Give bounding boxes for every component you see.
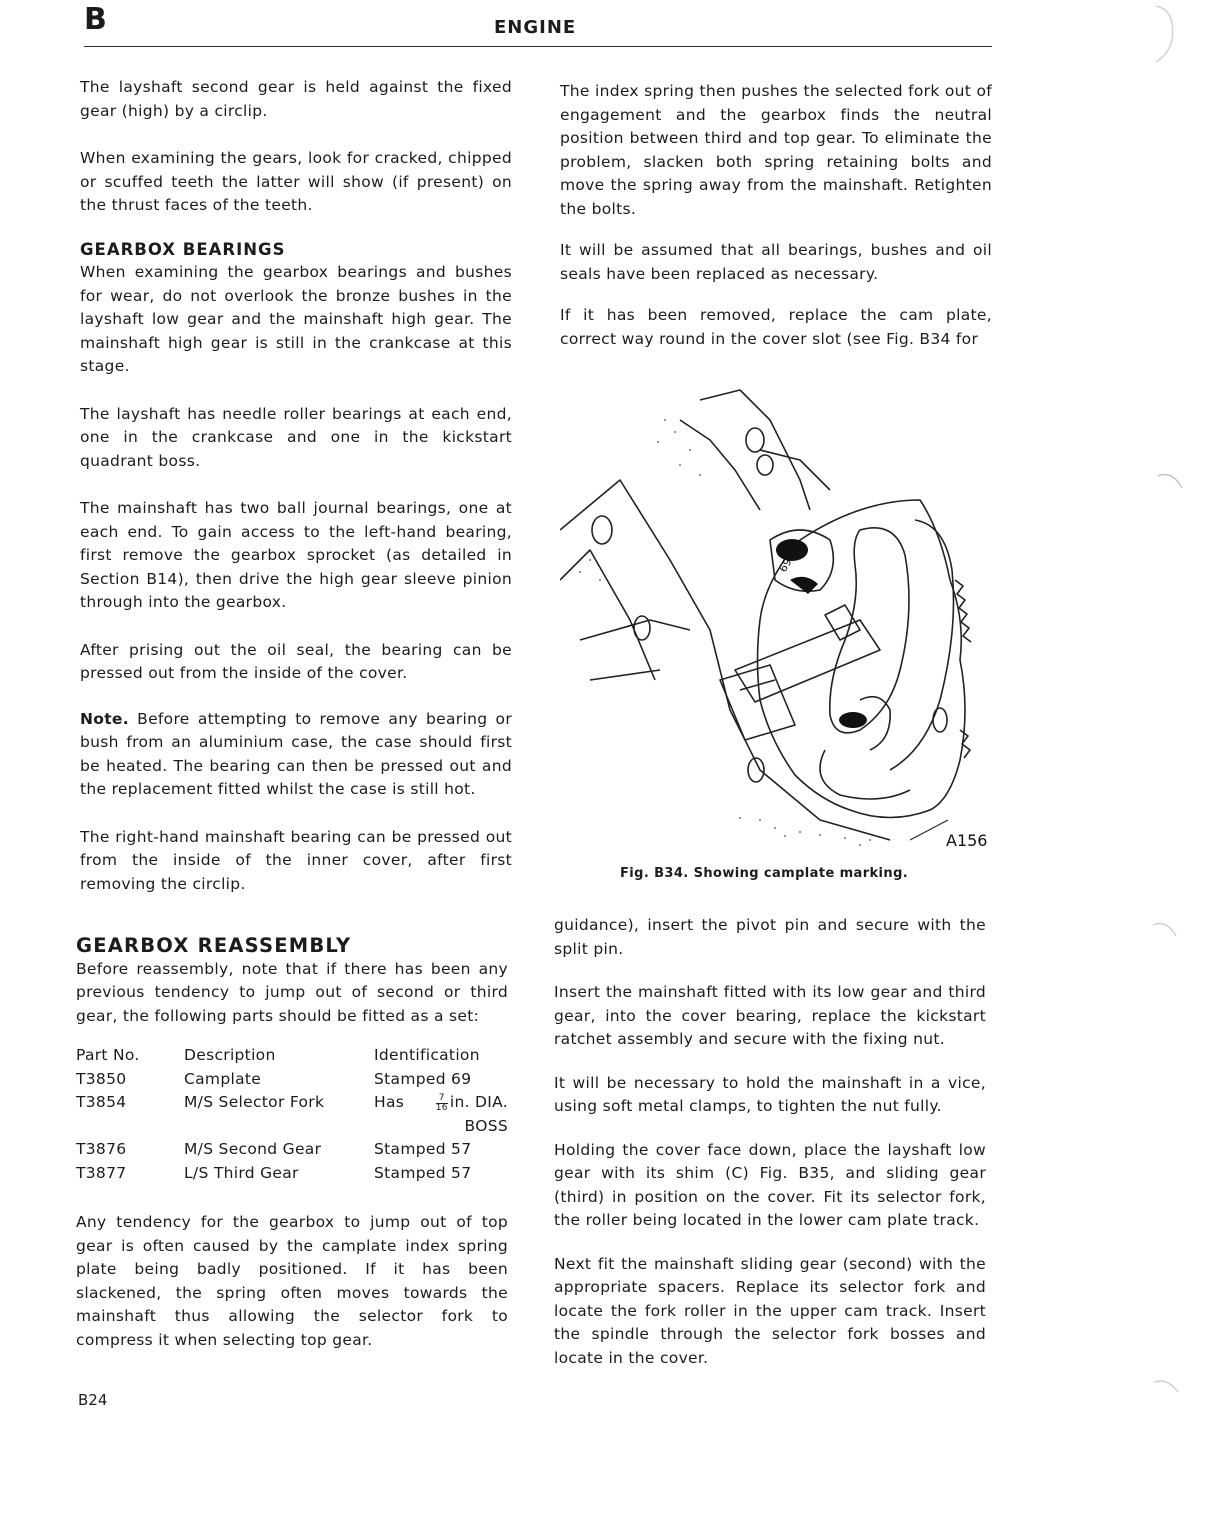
table-row	[76, 1068, 508, 1092]
fraction-denominator: 16	[435, 1103, 448, 1113]
page-title: ENGINE	[494, 17, 577, 38]
paragraph: Holding the cover face down, place the layshaft low gear with its shim (C) Fig. B35, and sliding gear (third) in position on the cover. Fit its selector fork, the roller being located in the lower cam plate track.	[554, 1140, 986, 1229]
figure-caption: Fig. B34. Showing camplate marking.	[620, 866, 909, 881]
binder-hole-edge	[1156, 6, 1173, 62]
fraction-numerator: 7	[436, 1094, 448, 1104]
binder-holes	[1154, 0, 1214, 1514]
table-row	[76, 1138, 508, 1162]
part-description: L/S Third Gear	[184, 1163, 299, 1182]
binder-hole-edge	[1158, 475, 1182, 489]
section-heading-reassembly: GEARBOX REASSEMBLY	[76, 934, 352, 957]
part-identification-boss	[374, 1091, 508, 1138]
binder-hole-edge	[1154, 923, 1176, 936]
table-header-row	[76, 1044, 508, 1068]
note-paragraph	[80, 708, 512, 802]
table-header-cell: Description	[184, 1046, 276, 1064]
table-header-cell: Identification	[374, 1046, 480, 1064]
boss-prefix: Has	[374, 1093, 405, 1111]
paragraph: The layshaft has needle roller bearings at each end, one in the crankcase and one in the kickstart quadrant boss.	[80, 404, 512, 470]
paragraph: When examining the gearbox bearings and bushes for wear, do not overlook the bronze bushes in the layshaft low gear and the mainshaft high gear. The mainshaft high gear is still in the crankcase at this stage.	[80, 263, 512, 375]
part-identification: Stamped 57	[374, 1163, 472, 1182]
section-letter: B	[84, 2, 107, 37]
paragraph: It will be necessary to hold the mainshaft in a vice, using soft metal clamps, to tighten the nut fully.	[554, 1073, 986, 1115]
section-heading-bearings: GEARBOX BEARINGS	[80, 239, 286, 259]
part-description: M/S Second Gear	[184, 1140, 322, 1158]
paragraph: Insert the mainshaft fitted with its low gear and third gear, into the cover bearing, replace the kickstart ratchet assembly and secure with the fixing nut.	[554, 983, 986, 1048]
paragraph: Any tendency for the gearbox to jump out of top gear is often caused by the camplate index spring plate being badly positioned. If it has been slackened, the spring often moves towards the mainshaft thus allowing the selector fork to compress it when selecting top gear.	[76, 1213, 508, 1349]
paragraph: guidance), insert the pivot pin and secure with the split pin.	[554, 916, 986, 958]
left-column-reassembly	[76, 934, 508, 1352]
paragraph: It will be assumed that all bearings, bushes and oil seals have been replaced as necessary.	[560, 241, 992, 283]
fraction-seven-sixteenths	[436, 1094, 448, 1113]
boss-line2: BOSS	[464, 1116, 508, 1135]
header-rule	[84, 46, 992, 47]
paragraph: Before reassembly, note that if there has been any previous tendency to jump out of second or third gear, the following parts should be fitted as a set:	[76, 959, 508, 1025]
parts-table	[76, 1044, 508, 1185]
part-description: M/S Selector Fork	[184, 1093, 325, 1111]
part-description: Camplate	[184, 1069, 262, 1088]
paragraph: The index spring then pushes the selected fork out of engagement and the gearbox finds the neutral position between third and top gear. To eliminate the problem, slacken both spring retaining bolts and move the spring away from the mainshaft. Retighten the bolts.	[560, 82, 992, 218]
part-number: T3877	[76, 1163, 127, 1182]
part-number: T3854	[76, 1093, 127, 1111]
table-row	[76, 1162, 508, 1186]
paragraph: The mainshaft has two ball journal bearings, one at each end. To gain access to the left-hand bearing, first remove the gearbox sprocket (as detailed in Section B14), then drive the high gear sleeve pinion through into the gearbox.	[80, 499, 512, 611]
right-column-top	[560, 80, 992, 351]
figure-b34	[560, 380, 992, 856]
paragraph: Next fit the mainshaft sliding gear (second) with the appropriate spacers. Replace its selector fork and locate the fork roller in the upper cam track. Insert the spindle through the selector fork bosses and locate in the cover.	[554, 1254, 986, 1367]
right-column-bottom	[554, 914, 986, 1370]
paragraph: After prising out the oil seal, the bearing can be pressed out from the inside of the cover.	[80, 640, 512, 682]
paragraph: The layshaft second gear is held against the fixed gear (high) by a circlip.	[80, 78, 512, 120]
part-identification: Stamped 57	[374, 1140, 472, 1158]
paragraph: The right-hand mainshaft bearing can be pressed out from the inside of the inner cover, after first removing the circlip.	[80, 827, 512, 893]
paragraph: If it has been removed, replace the cam plate, correct way round in the cover slot (see Fig. B34 for	[560, 306, 992, 348]
table-header-cell: Part No.	[76, 1046, 140, 1064]
camplate-illustration	[560, 380, 992, 856]
figure-ref-code: A156	[946, 831, 988, 850]
part-identification: Stamped 69	[374, 1069, 472, 1088]
left-column	[80, 76, 512, 896]
camplate-stamp-label: 69	[776, 555, 795, 575]
part-number: T3850	[76, 1069, 127, 1088]
boss-suffix: in. DIA.	[449, 1093, 508, 1111]
page-number: B24	[78, 1391, 108, 1409]
part-number: T3876	[76, 1140, 127, 1158]
note-text: Before attempting to remove any bearing or bush from an aluminium case, the case should first be heated. The bearing can then be pressed out and the replacement fitted whilst the case is still hot.	[80, 709, 512, 798]
table-row	[76, 1091, 508, 1138]
binder-hole-edge	[1154, 1381, 1178, 1392]
paragraph: When examining the gears, look for cracked, chipped or scuffed teeth the latter will show (if present) on the thrust faces of the teeth.	[80, 149, 512, 214]
note-label: Note.	[80, 709, 129, 728]
